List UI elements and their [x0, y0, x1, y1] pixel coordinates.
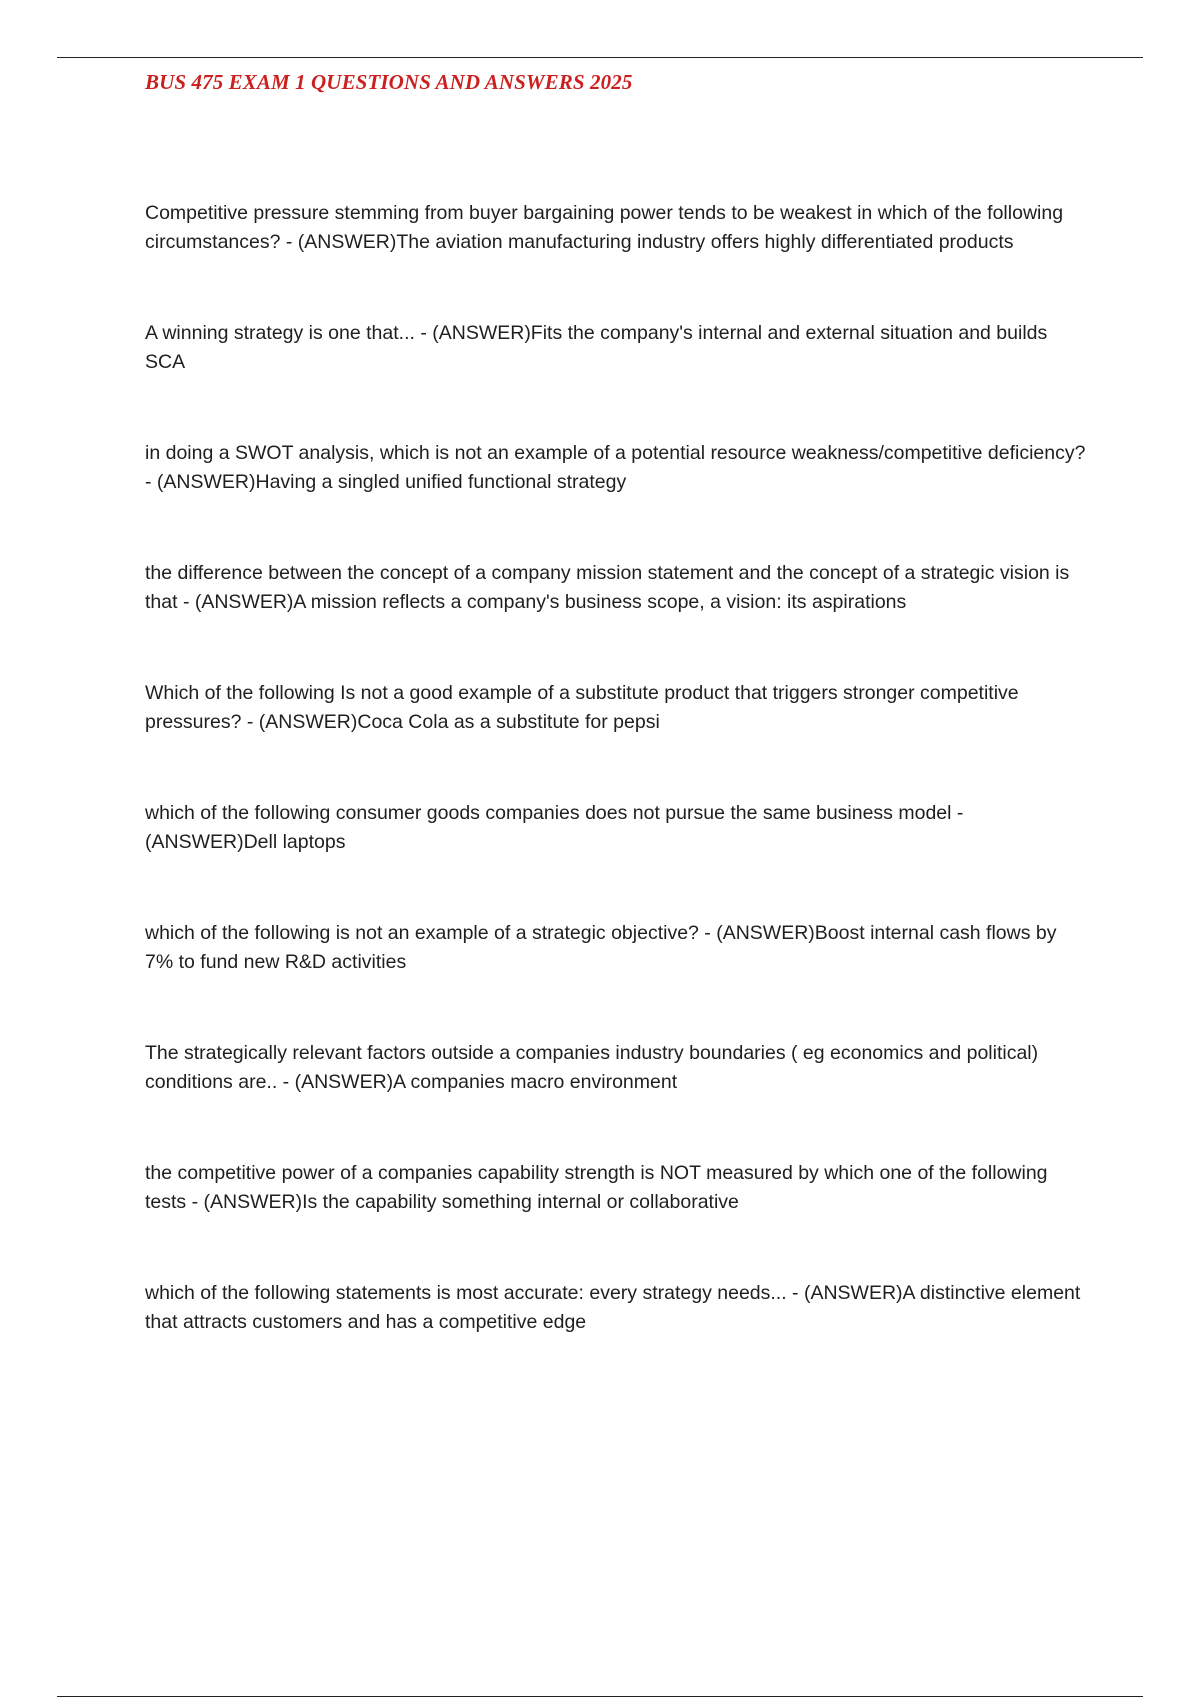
qa-item: the difference between the concept of a company mission statement and the concept of a strategic vision is that - (ANSWER)A mission reflects a company's business scope, a vision: its aspirations — [145, 562, 1070, 613]
top-rule — [57, 57, 1143, 58]
qa-item: Which of the following Is not a good example of a substitute product that triggers stronger competitive pressures? - (ANSWER)Coca Cola as a substitute for pepsi — [145, 682, 1019, 733]
qa-item: which of the following is not an example of a strategic objective? - (ANSWER)Boost internal cash flows by 7% to fund new R&D activities — [145, 922, 1057, 973]
qa-item: the competitive power of a companies capability strength is NOT measured by which one of the following tests - (ANSWER)Is the capability something internal or collaborative — [145, 1162, 1048, 1213]
qa-item: in doing a SWOT analysis, which is not an example of a potential resource weakness/competitive deficiency? - (ANSWER)Having a singled unified functional strategy — [145, 442, 1086, 493]
document-title: BUS 475 EXAM 1 QUESTIONS AND ANSWERS 2025 — [145, 70, 633, 94]
qa-item: which of the following consumer goods companies does not pursue the same business model - (ANSWER)Dell laptops — [145, 802, 964, 853]
qa-item: The strategically relevant factors outside a companies industry boundaries ( eg economics and political) conditions are.. - (ANSWER)A companies macro environment — [145, 1042, 1039, 1093]
qa-list — [145, 199, 1090, 1399]
bottom-rule — [57, 1696, 1143, 1697]
qa-item: A winning strategy is one that... - (ANSWER)Fits the company's internal and external situation and builds SCA — [145, 322, 1048, 373]
qa-item: which of the following statements is most accurate: every strategy needs... - (ANSWER)A distinctive element that attracts customers and has a competitive edge — [145, 1282, 1081, 1333]
qa-item: Competitive pressure stemming from buyer bargaining power tends to be weakest in which of the following circumstances? - (ANSWER)The aviation manufacturing industry offers highly differentiated products — [145, 202, 1064, 253]
